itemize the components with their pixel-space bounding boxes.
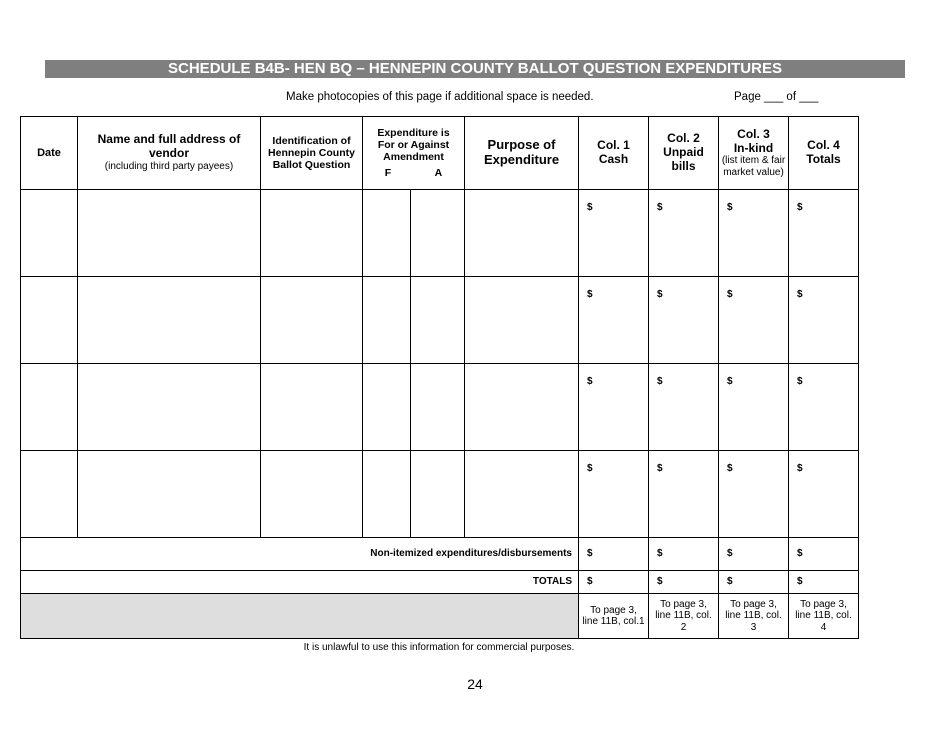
header-date: Date [21, 117, 78, 190]
table-row: $ $ $ $ [21, 451, 859, 538]
page-number: 24 [467, 676, 483, 692]
non-itemized-label: Non-itemized expenditures/disbursements [21, 538, 579, 571]
header-col3: Col. 3 In-kind (list item & fair market value) [719, 117, 789, 190]
header-col2: Col. 2 Unpaid bills [649, 117, 719, 190]
page-of-field[interactable]: Page ___ of ___ [734, 91, 819, 103]
header-col4: Col. 4 Totals [789, 117, 859, 190]
table-row: $ $ $ $ [21, 190, 859, 277]
totals-row: TOTALS $ $ $ $ [21, 571, 859, 594]
footer-note: It is unlawful to use this information for commercial purposes. [303, 642, 575, 653]
form-body [20, 116, 858, 654]
non-itemized-row: Non-itemized expenditures/disbursements $ $ $ $ [21, 538, 859, 571]
header-ident: Identification of Hennepin County Ballot Question [261, 117, 363, 190]
header-purpose: Purpose of Expenditure [465, 117, 579, 190]
instructions: Make photocopies of this page if additional space is needed. [286, 91, 594, 103]
header-row [21, 117, 859, 190]
schedule-title: SCHEDULE B4B- HEN BQ – HENNEPIN COUNTY BALLOT QUESTION EXPENDITURES [45, 60, 905, 78]
totals-label: TOTALS [21, 571, 579, 594]
table-row: $ $ $ $ [21, 277, 859, 364]
header-col1: Col. 1 Cash [579, 117, 649, 190]
carry-forward-row: To page 3, line 11B, col.1 To page 3, line 11B, col. 2 To page 3, line 11B, col. 3 To page 3, line 11B, col. 4 [21, 594, 859, 639]
header-for-against: Expenditure is For or Against Amendment F A [363, 117, 465, 190]
header-vendor: Name and full address of vendor (including third party payees) [78, 117, 261, 190]
expenditures-table [20, 116, 859, 639]
table-row: $ $ $ $ [21, 364, 859, 451]
